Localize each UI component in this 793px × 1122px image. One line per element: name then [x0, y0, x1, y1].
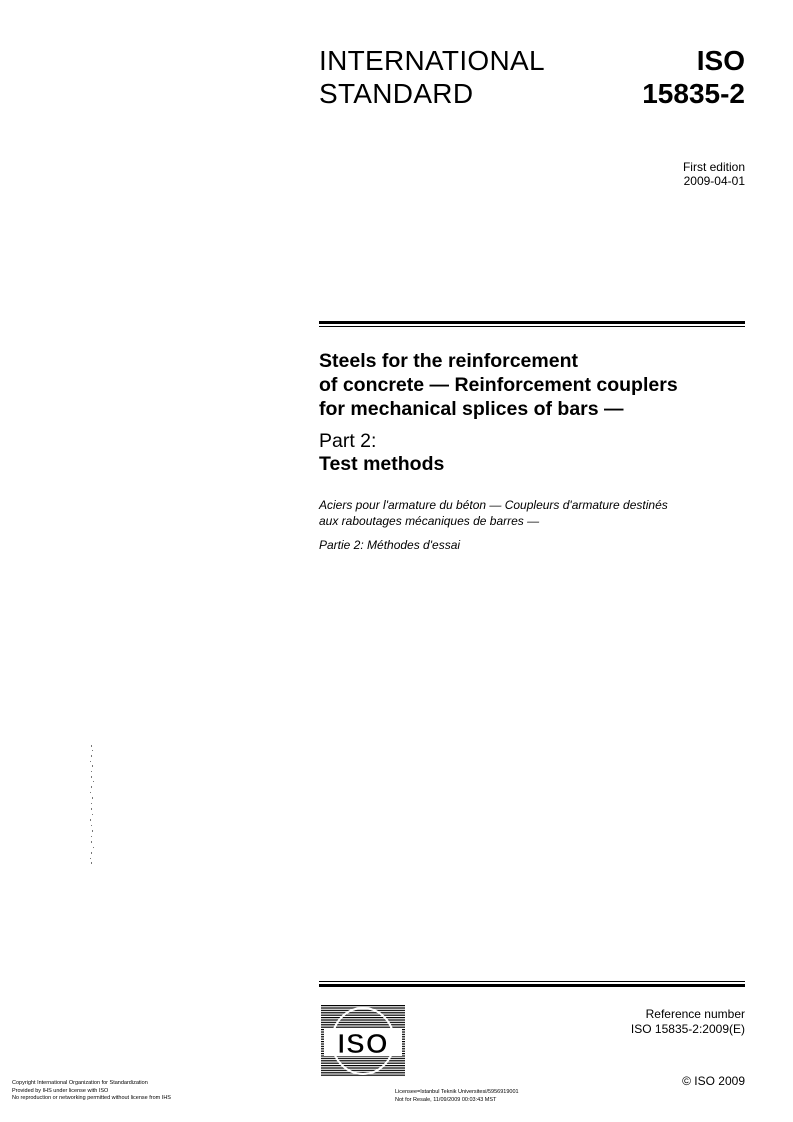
part-title: Test methods	[319, 453, 445, 475]
document-type-line-2: STANDARD	[319, 78, 474, 109]
logo-text: ISO	[337, 1028, 389, 1059]
french-part-title: Partie 2: Méthodes d'essai	[319, 538, 461, 552]
footer-line: Not for Resale, 11/09/2009 00:03:43 MST	[395, 1096, 497, 1103]
footer-rule-thick	[319, 984, 745, 987]
french-title-line: aux raboutages mécaniques de barres —	[319, 514, 540, 528]
side-watermark-mark	[88, 745, 96, 865]
standard-number: 15835-2	[642, 78, 745, 109]
edition-label: First edition	[682, 160, 745, 174]
license-footer-left	[12, 1080, 171, 1103]
document-type	[319, 44, 545, 110]
title-rule-thick	[319, 321, 745, 324]
part-label: Part 2:	[319, 430, 377, 452]
document-title	[319, 349, 749, 421]
title-line: of concrete — Reinforcement couplers	[319, 374, 678, 396]
edition-info	[683, 160, 745, 188]
reference-number: ISO 15835-2:2009(E)	[630, 1022, 745, 1036]
title-line: for mechanical splices of bars —	[319, 398, 624, 420]
title-line: Steels for the reinforcement	[319, 350, 578, 372]
footer-line: Copyright International Organization for Standardization	[12, 1080, 148, 1086]
reference-block	[631, 1007, 745, 1037]
french-title-line: Aciers pour l'armature du béton — Coupleurs d'armature destinés	[319, 498, 668, 512]
edition-date: 2009-04-01	[683, 174, 745, 188]
standard-designation	[642, 44, 745, 110]
title-rule-thin	[319, 326, 745, 327]
copyright-notice: © ISO 2009	[682, 1074, 745, 1088]
footer-rule-thin	[319, 981, 745, 982]
footer-line: No reproduction or networking permitted without license from IHS	[12, 1095, 171, 1101]
footer-line: Provided by IHS under license with ISO	[12, 1087, 109, 1094]
iso-logo-icon	[321, 1005, 405, 1077]
footer-line: Licensee=Istanbul Teknik Universitesi/5956919001	[395, 1089, 519, 1095]
license-footer-middle	[395, 1089, 519, 1104]
standard-org: ISO	[696, 45, 745, 76]
document-type-line-1: INTERNATIONAL	[319, 45, 545, 76]
french-title	[319, 497, 739, 529]
reference-label: Reference number	[645, 1007, 745, 1021]
